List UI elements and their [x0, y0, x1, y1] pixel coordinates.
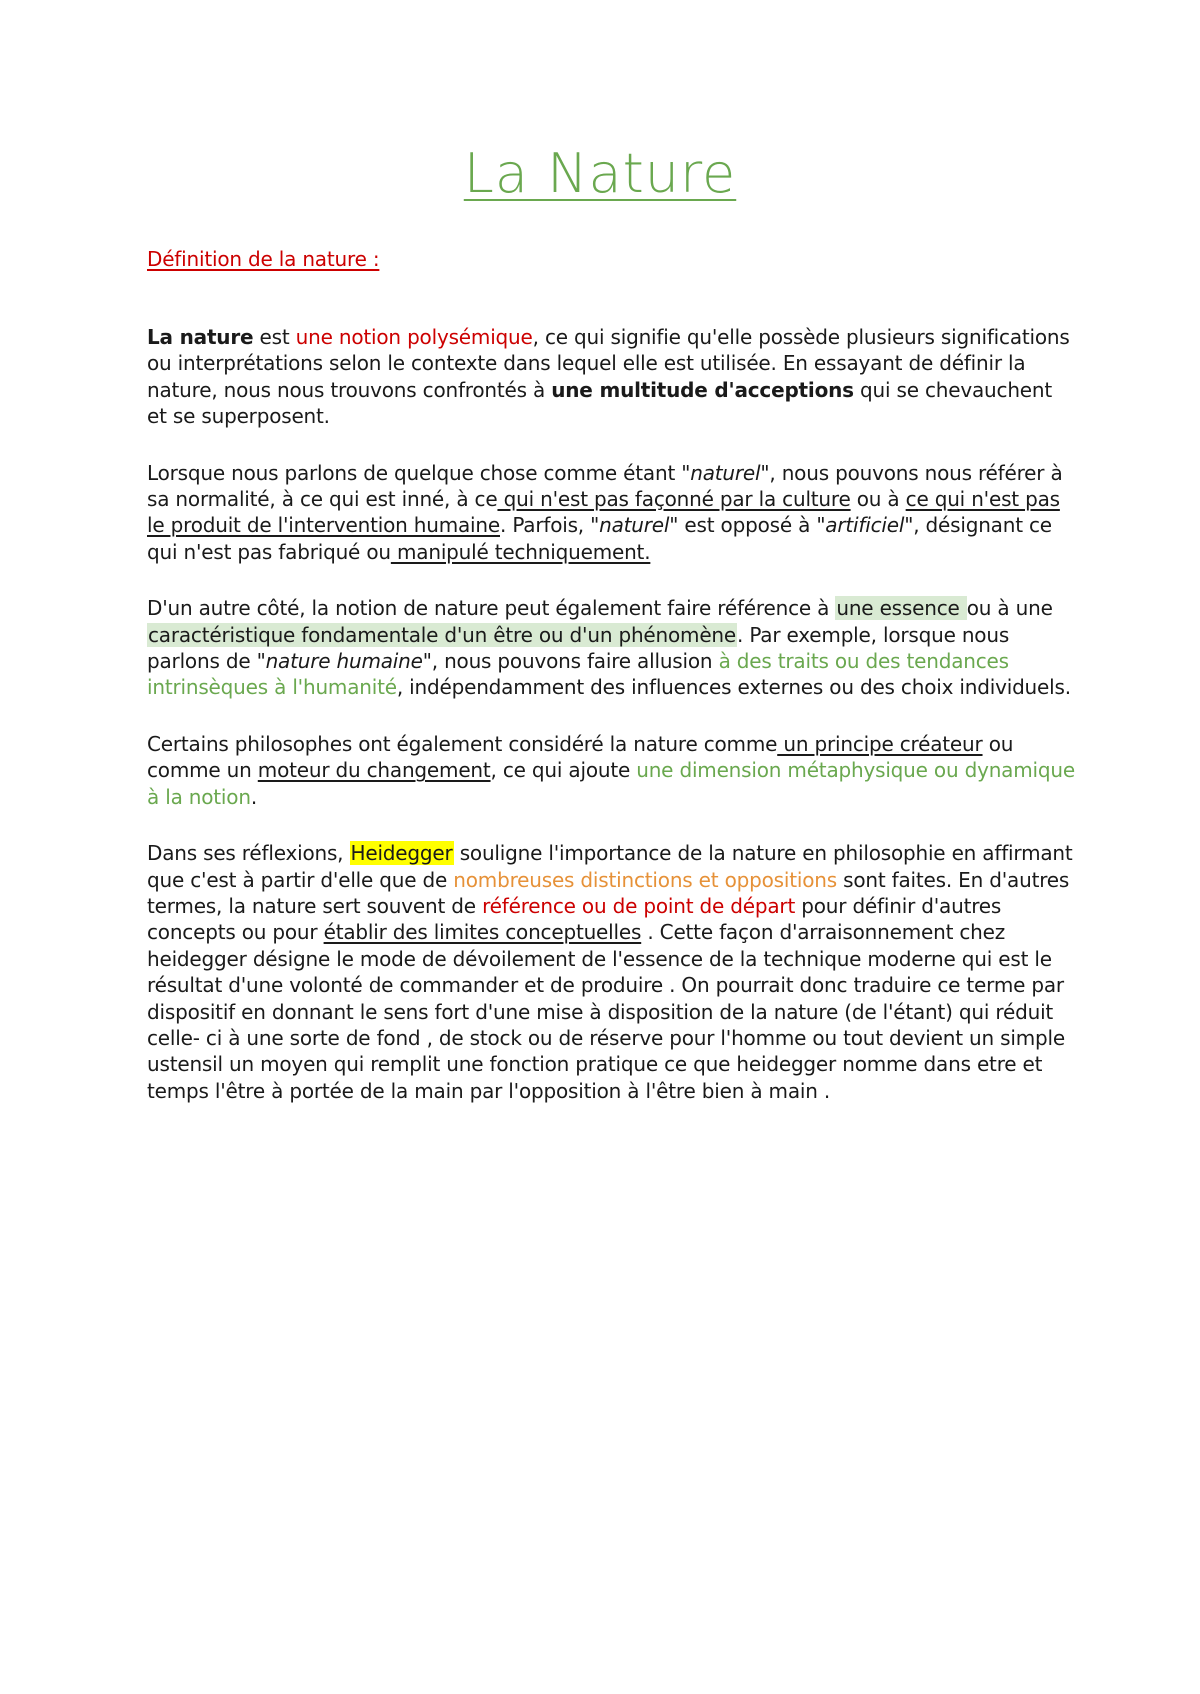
text-segment: nombreuses distinctions et oppositions [453, 867, 837, 892]
text-segment: établir des limites conceptuelles [323, 920, 642, 945]
text-segment: un principe créateur [777, 731, 983, 756]
text-segment: , ce qui ajoute [490, 758, 637, 783]
text-segment: Heidegger [350, 841, 453, 866]
text-segment: souligne l'importance de la nature en philosophie en affirmant que c'est à partir d'elle que de [147, 841, 1073, 892]
text-segment: . Cette façon d'arraisonnement chez heidegger désigne le mode de dévoilement de l'essence de la technique moderne qui est le résultat d'une volonté de commander et de produire . On pourrait donc traduire ce terme par dispositif en donnant le sens fort d'une mise à disposition de la nature (de l'étant) qui réduit celle- ci à une sorte de fond , de stock ou de réserve pour l'homme ou tout devient un simple ustensil un moyen qui remplit une fonction pratique ce que heidegger nomme dans etre et temps l'être à portée de la main par l'opposition à l'être bien à main . [147, 920, 1065, 1103]
text-segment: " est opposé à [669, 513, 817, 538]
text-segment: ou à [850, 487, 906, 512]
text-segment: référence ou de point de départ [482, 893, 796, 918]
text-segment: une essence [836, 596, 966, 621]
text-segment: manipulé techniquement. [390, 539, 651, 564]
document-title-text: La Nature [463, 142, 737, 205]
text-segment: qui n'est pas façonné par la culture [497, 487, 851, 512]
text-segment: une notion polysémique [295, 325, 533, 349]
text-segment: Lorsque nous parlons de quelque chose comme étant [147, 460, 682, 485]
text-segment: une dimension métaphysique ou dynamique à la notion [147, 758, 1075, 809]
text-segment: "naturel" [681, 460, 770, 485]
text-segment: , nous pouvons faire allusion [431, 649, 719, 674]
text-segment: Dans ses réflexions, [147, 841, 350, 866]
text-segment: à des traits ou des tendances intrinsèques à l'humanité [147, 649, 1009, 700]
text-segment: , désignant ce qui n'est pas fabriqué ou [147, 513, 1052, 564]
text-segment: caractéristique fondamentale d'un être ou d'un phénomène [148, 622, 737, 647]
text-segment: , ce qui signifie qu'elle possède plusieurs significations ou interprétations selon le contexte dans lequel elle est utilisée. En essayant de définir la nature, nous nous trouvons confrontés à [147, 325, 1070, 402]
paragraph-principe [147, 731, 1077, 810]
text-segment: . Par exemple, lorsque nous parlons de [147, 622, 1010, 674]
text-segment: . Parfois, " [500, 513, 600, 538]
paragraph-essence [147, 595, 1077, 701]
text-segment: , indépendamment des influences externes ou des choix individuels. [396, 675, 1071, 700]
document-body [147, 246, 1077, 1134]
text-segment: une multitude d'acceptions [551, 377, 854, 402]
text-segment: , nous pouvons nous référer à sa normalité, à ce qui est inné, à ce [147, 460, 1063, 512]
text-segment: La nature [147, 325, 254, 349]
text-segment: ou à une [966, 596, 1053, 621]
text-segment: pour définir d'autres concepts ou pour [147, 893, 1002, 945]
text-segment: . [250, 784, 257, 809]
text-segment: Certains philosophes ont également considéré la nature comme [147, 731, 778, 756]
text-segment: naturel [599, 513, 670, 538]
text-segment: "artificiel" [816, 513, 914, 538]
text-segment: "nature humaine" [256, 649, 432, 674]
text-segment: D'un autre côté, la notion de nature peut également faire référence à [147, 596, 836, 621]
text-segment: ce qui n'est pas le produit de l'intervention humaine [147, 487, 1060, 538]
paragraph-naturel [147, 460, 1077, 566]
text-segment: sont faites. En d'autres termes, la nature sert souvent de [147, 867, 1070, 918]
paragraph-definition [147, 324, 1077, 430]
document-title [0, 142, 1200, 206]
text-segment: moteur du changement [257, 758, 491, 783]
text-segment: qui se chevauchent et se superposent. [147, 377, 1053, 429]
paragraph-heidegger [147, 840, 1077, 1104]
text-segment: ou comme un [147, 731, 1014, 783]
text-segment: est [253, 325, 296, 349]
section-heading: Définition de la nature : [147, 247, 380, 271]
